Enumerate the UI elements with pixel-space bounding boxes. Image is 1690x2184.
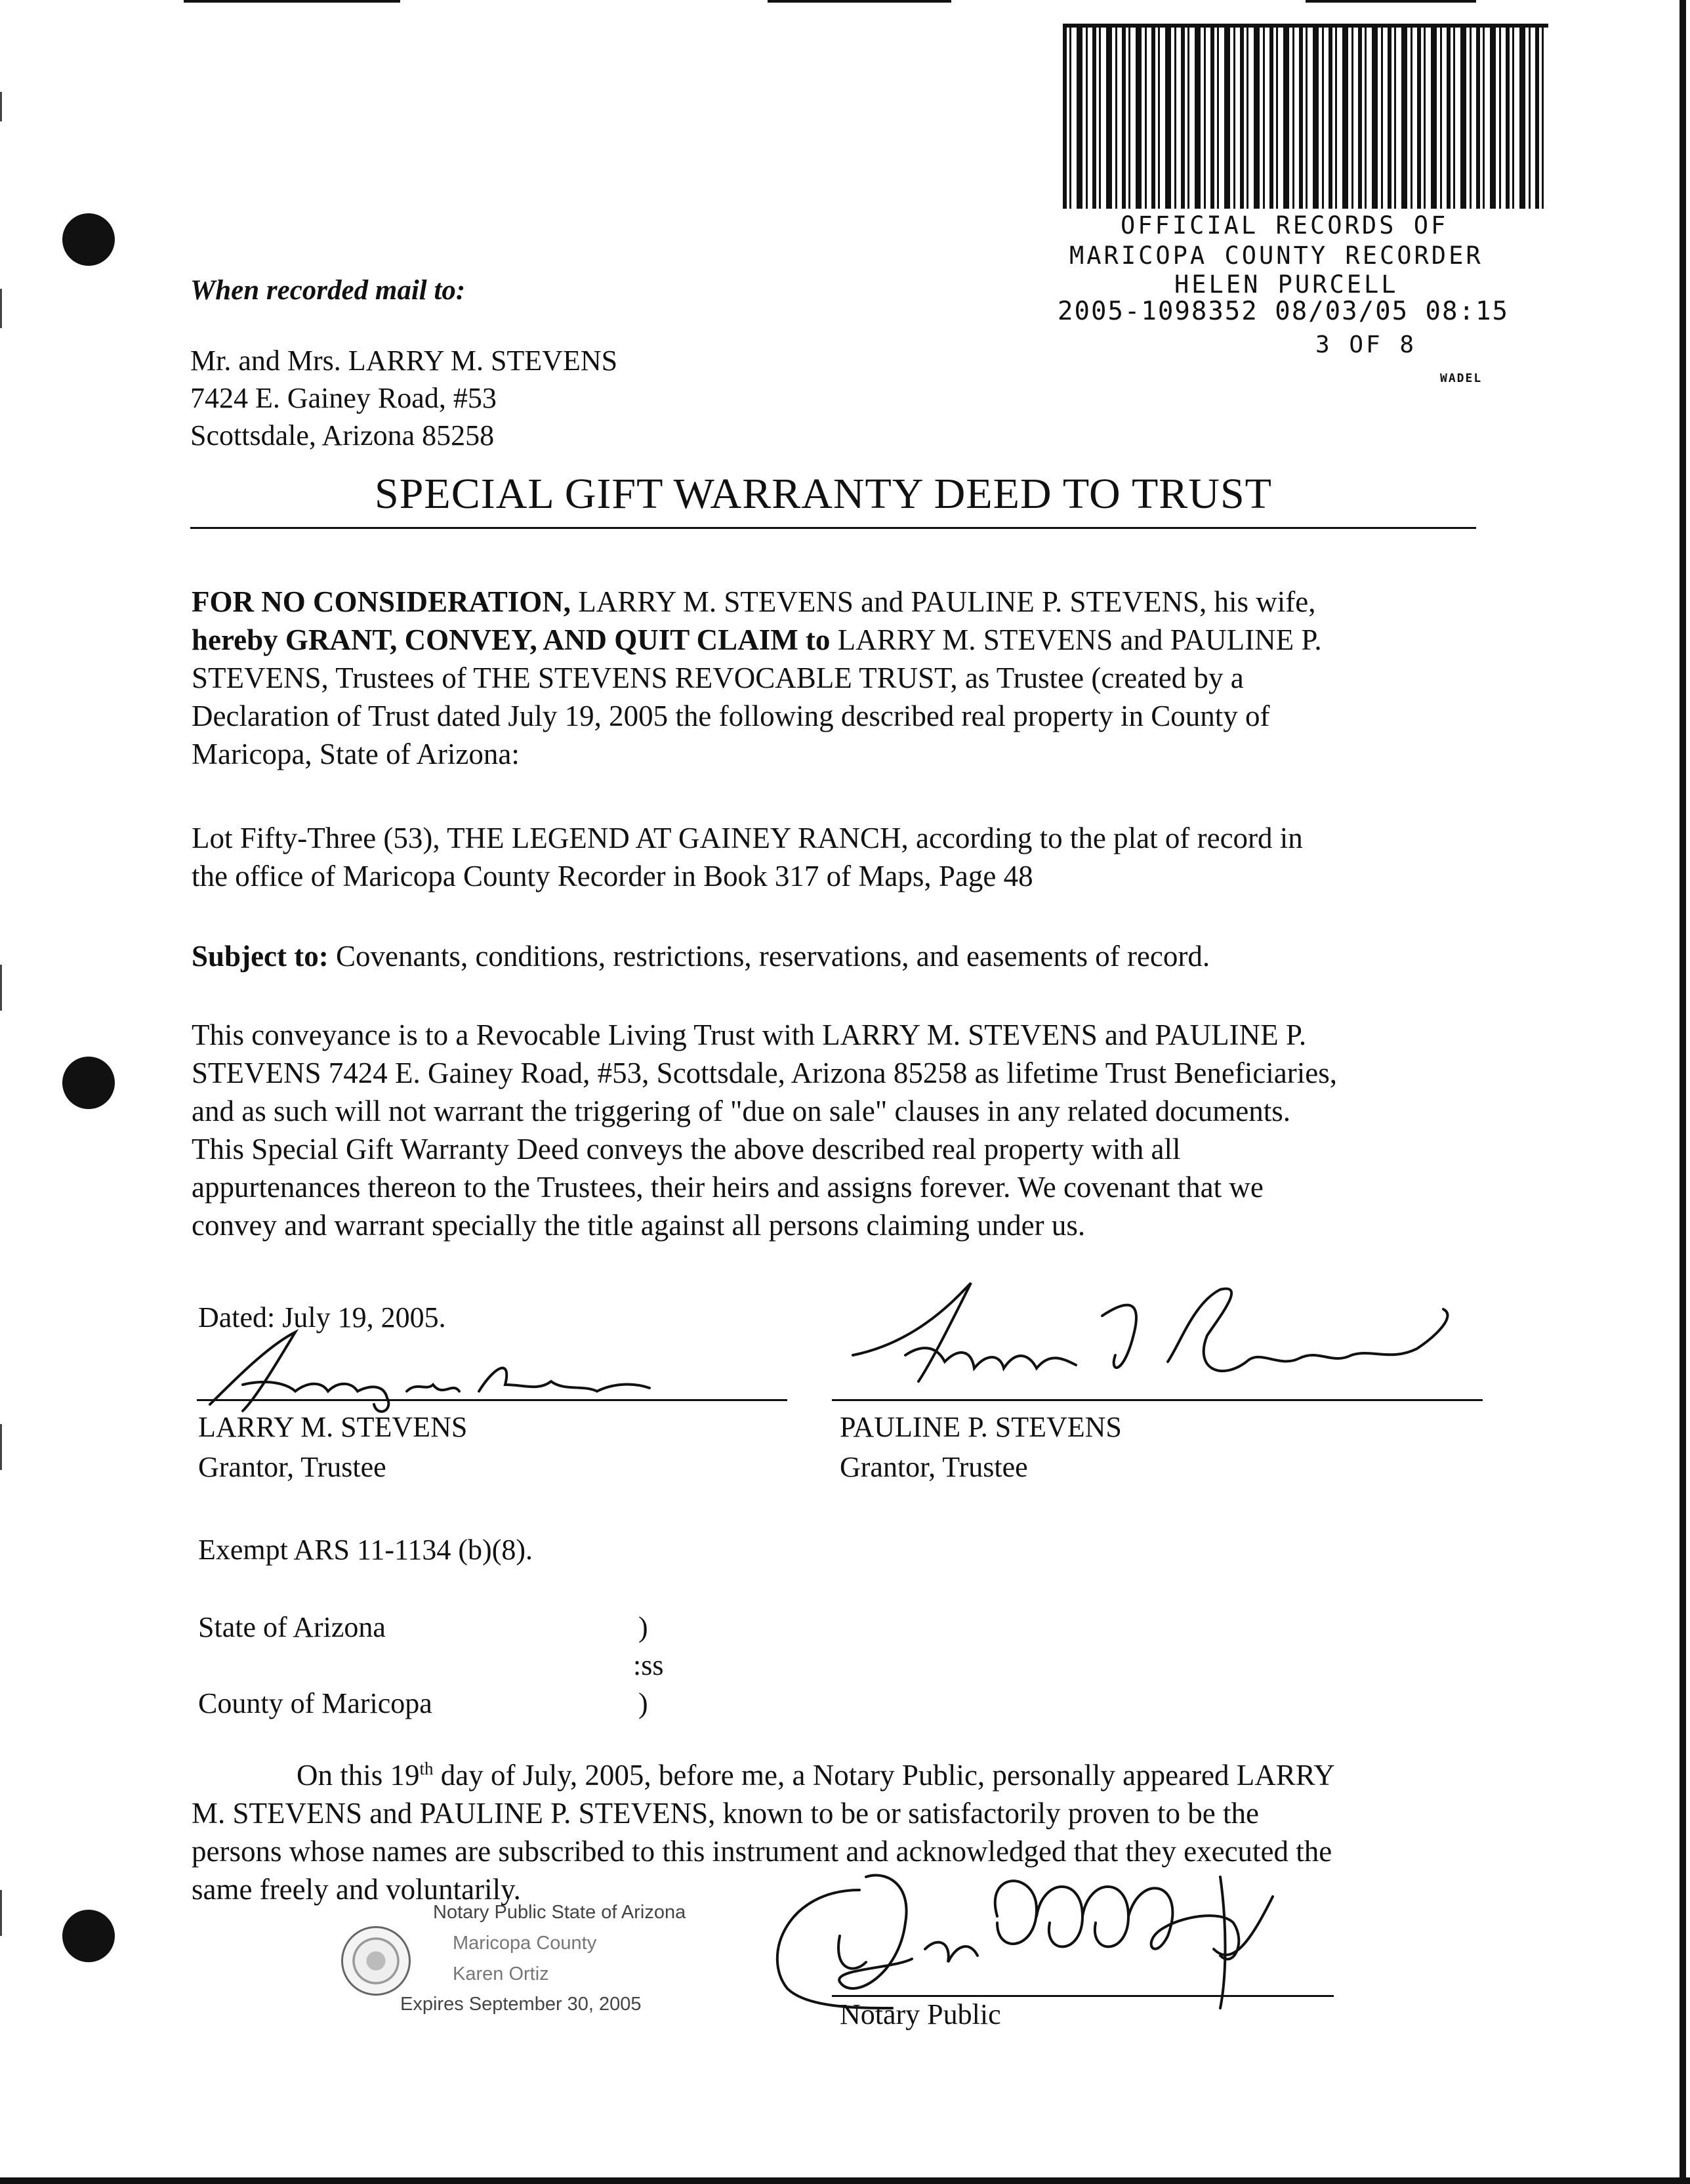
subject-label: Subject to: (192, 940, 329, 973)
ack-line-4: same freely and voluntarily. (192, 1873, 521, 1906)
pauline-name: PAULINE P. STEVENS (840, 1411, 1122, 1443)
venue-ss: :ss (633, 1649, 664, 1681)
ack-line-1a: On this 19 (297, 1759, 420, 1792)
seal-line-3: Karen Ortiz (453, 1964, 549, 1984)
venue-state: State of Arizona (198, 1611, 386, 1643)
exemption-note: Exempt ARS 11-1134 (b)(8). (198, 1534, 533, 1566)
larry-name: LARRY M. STEVENS (198, 1411, 468, 1443)
conveyance-line-1: This conveyance is to a Revocable Living Trust with LARRY M. STEVENS and PAULINE P. (192, 1018, 1307, 1051)
barcode (1063, 28, 1548, 209)
grant-line-2: LARRY M. STEVENS and PAULINE P. (830, 623, 1322, 656)
scan-mark (0, 289, 2, 328)
scan-mark (0, 1424, 2, 1470)
legal-description (192, 819, 1504, 895)
recorder-line-2: MARICOPA COUNTY RECORDER (1069, 242, 1483, 270)
subject-to (192, 937, 1504, 975)
scan-mark (768, 0, 951, 3)
scan-mark (0, 1890, 2, 1936)
ack-line-1b: day of July, 2005, before me, a Notary Public, personally appeared LARRY (433, 1759, 1335, 1792)
grant-clause: hereby GRANT, CONVEY, AND QUIT CLAIM to (192, 623, 831, 656)
conveyance-line-3: and as such will not warrant the triggering of "due on sale" clauses in any related documents. (192, 1095, 1290, 1127)
page-edge-bottom (0, 2177, 1690, 2184)
subject-text: Covenants, conditions, restrictions, reservations, and easements of record. (328, 940, 1210, 973)
legal-line-2: the office of Maricopa County Recorder in Book 317 of Maps, Page 48 (192, 860, 1033, 892)
mail-to-heading: When recorded mail to: (190, 275, 466, 306)
mail-to-name: Mr. and Mrs. LARRY M. STEVENS (190, 345, 618, 377)
conveyance-paragraph (192, 1016, 1504, 1244)
scan-mark (184, 0, 400, 3)
punch-hole (62, 213, 115, 266)
recording-number: 2005-1098352 08/03/05 08:15 (1058, 297, 1509, 326)
venue-paren-close: ) (638, 1687, 648, 1719)
pauline-signature-line (832, 1399, 1483, 1401)
page-title: SPECIAL GIFT WARRANTY DEED TO TRUST (375, 470, 1272, 518)
seal-line-4: Expires September 30, 2005 (400, 1994, 642, 2015)
grant-lead: FOR NO CONSIDERATION, (192, 585, 571, 618)
conveyance-line-5: appurtenances thereon to the Trustees, their heirs and assigns forever. We covenant that we (192, 1171, 1264, 1204)
notary-signature (761, 1811, 1365, 2021)
larry-signature-line (197, 1399, 787, 1401)
date-line: Dated: July 19, 2005. (198, 1301, 446, 1334)
grant-paragraph (192, 583, 1504, 773)
larry-role: Grantor, Trustee (198, 1451, 386, 1483)
seal-line-1: Notary Public State of Arizona (433, 1902, 686, 1923)
page-edge-right (1680, 0, 1686, 2184)
punch-hole (62, 1910, 115, 1962)
grant-line-5: Maricopa, State of Arizona: (192, 738, 520, 770)
scan-mark (0, 965, 2, 1011)
recorder-line-3: HELEN PURCELL (1174, 270, 1399, 299)
title-underline (190, 527, 1476, 529)
grant-line-4: Declaration of Trust dated July 19, 2005 the following described real property in County of (192, 700, 1270, 732)
legal-line-1: Lot Fifty-Three (53), THE LEGEND AT GAINEY RANCH, according to the plat of record in (192, 822, 1303, 854)
mail-to-city: Scottsdale, Arizona 85258 (190, 419, 495, 452)
pauline-role: Grantor, Trustee (840, 1451, 1028, 1483)
grant-line-3: STEVENS, Trustees of THE STEVENS REVOCABLE TRUST, as Trustee (created by a (192, 662, 1244, 694)
recorder-line-1: OFFICIAL RECORDS OF (1121, 211, 1449, 240)
venue-paren-open: ) (638, 1611, 648, 1643)
conveyance-line-4: This Special Gift Warranty Deed conveys the above described real property with all (192, 1133, 1181, 1166)
ack-line-2: M. STEVENS and PAULINE P. STEVENS, known to be or satisfactorily proven to be the (192, 1797, 1259, 1830)
page-count: 3 OF 8 (1315, 331, 1417, 358)
punch-hole (62, 1057, 115, 1109)
seal-line-2: Maricopa County (453, 1933, 597, 1954)
ack-ordinal: th (419, 1759, 434, 1778)
scan-mark (0, 92, 2, 121)
conveyance-line-2: STEVENS 7424 E. Gainey Road, #53, Scottsdale, Arizona 85258 as lifetime Trust Beneficiaries, (192, 1057, 1337, 1089)
notary-seal (341, 1926, 411, 1996)
pauline-signature (827, 1276, 1470, 1408)
venue-county: County of Maricopa (198, 1687, 432, 1719)
clerk-id: WADEL (1440, 371, 1483, 385)
conveyance-line-6: convey and warrant specially the title against all persons claiming under us. (192, 1209, 1086, 1242)
notary-label: Notary Public (840, 1998, 1001, 2030)
grant-line-1: LARRY M. STEVENS and PAULINE P. STEVENS, his wife, (570, 585, 1316, 618)
scan-mark (1306, 0, 1476, 3)
ack-line-3: persons whose names are subscribed to this instrument and acknowledged that they executed the (192, 1835, 1332, 1868)
mail-to-street: 7424 E. Gainey Road, #53 (190, 382, 497, 414)
